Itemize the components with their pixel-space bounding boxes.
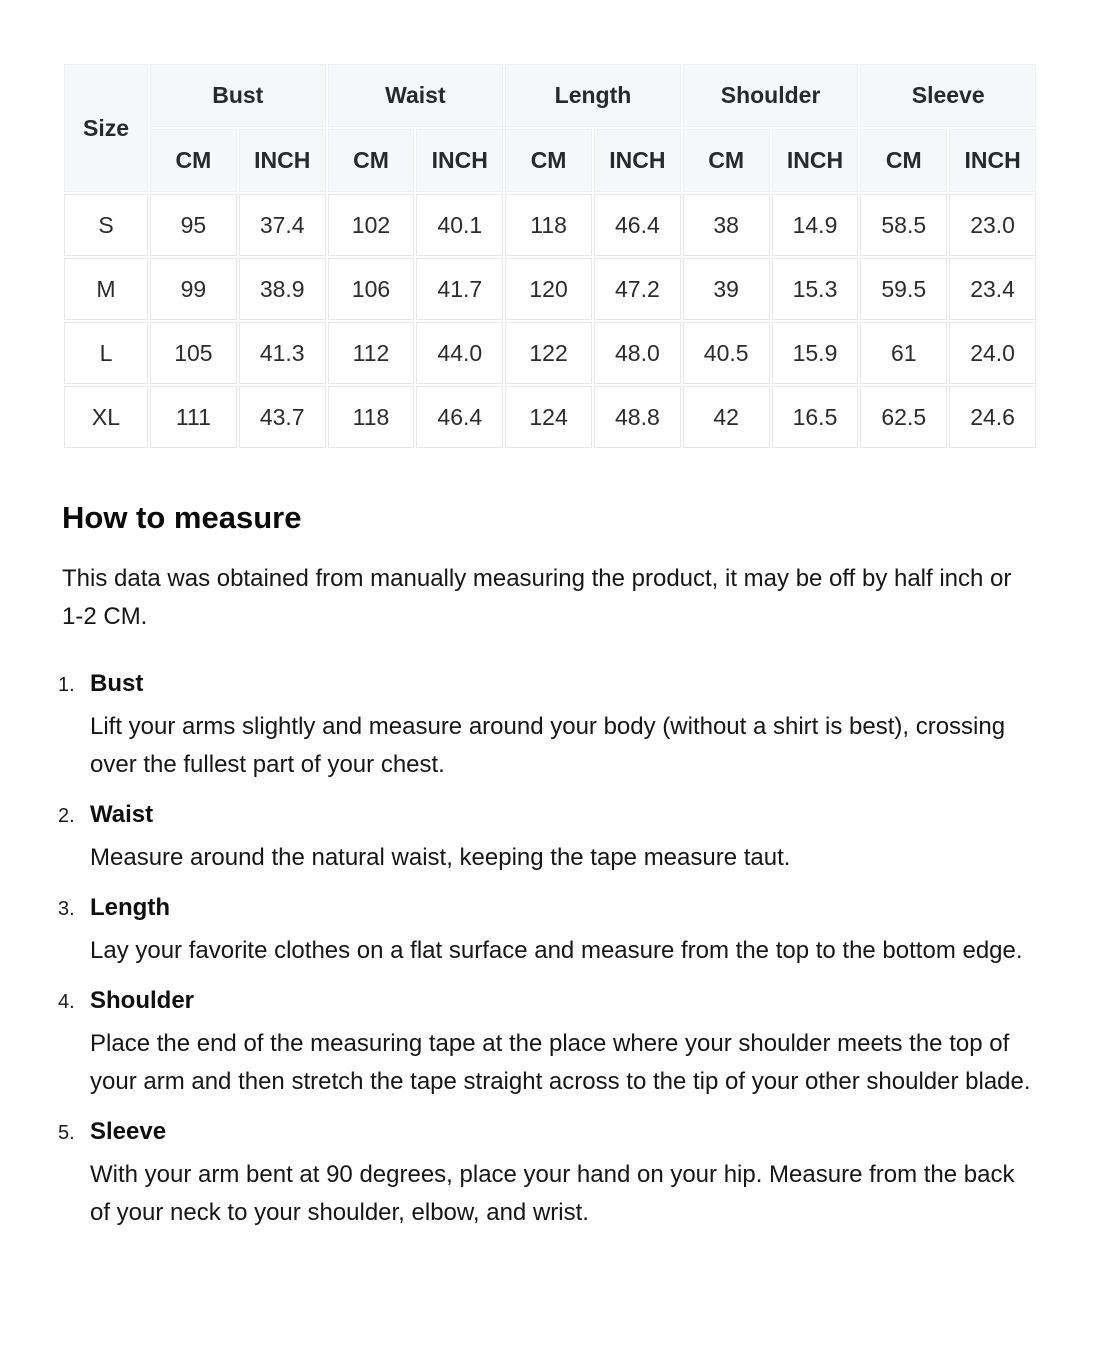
measure-cell: 39 bbox=[683, 258, 770, 320]
measure-cell: 124 bbox=[505, 386, 592, 448]
table-row-size-s bbox=[64, 194, 1036, 256]
unit-header-row bbox=[64, 129, 1036, 192]
column-group-header-row bbox=[64, 64, 1036, 127]
unit-header-inch: INCH bbox=[239, 129, 326, 192]
measure-cell: 59.5 bbox=[860, 258, 947, 320]
measure-cell: 99 bbox=[150, 258, 237, 320]
measure-cell: 120 bbox=[505, 258, 592, 320]
size-label: S bbox=[64, 194, 148, 256]
measure-cell: 105 bbox=[150, 322, 237, 384]
measure-cell: 106 bbox=[328, 258, 415, 320]
measure-steps-list bbox=[58, 670, 1038, 1232]
step-head bbox=[58, 1118, 1038, 1146]
step-number: 4. bbox=[58, 991, 75, 1013]
step-label: Length bbox=[90, 894, 170, 921]
unit-header-cm: CM bbox=[150, 129, 237, 192]
measure-cell: 118 bbox=[328, 386, 415, 448]
step-number: 2. bbox=[58, 805, 75, 827]
step-description: With your arm bent at 90 degrees, place your hand on your hip. Measure from the back of your neck to your shoulder, elbow, and wrist. bbox=[90, 1161, 1015, 1226]
size-label: M bbox=[64, 258, 148, 320]
measure-cell: 41.7 bbox=[416, 258, 503, 320]
step-number: 5. bbox=[58, 1122, 75, 1144]
measure-cell: 48.8 bbox=[594, 386, 681, 448]
step-description: Place the end of the measuring tape at the place where your shoulder meets the top of your arm and then stretch the tape straight across to the tip of your other shoulder blade. bbox=[90, 1030, 1031, 1095]
measure-cell: 38.9 bbox=[239, 258, 326, 320]
measure-cell: 37.4 bbox=[239, 194, 326, 256]
measure-cell: 41.3 bbox=[239, 322, 326, 384]
unit-header-inch: INCH bbox=[949, 129, 1036, 192]
measure-cell: 46.4 bbox=[594, 194, 681, 256]
table-row-size-xl bbox=[64, 386, 1036, 448]
step-number: 3. bbox=[58, 898, 75, 920]
step-label: Bust bbox=[90, 670, 144, 697]
measure-cell: 42 bbox=[683, 386, 770, 448]
measure-intro-text: This data was obtained from manually measuring the product, it may be off by half inch or 1-2 CM. bbox=[62, 565, 1012, 630]
step-head bbox=[58, 987, 1038, 1015]
how-to-measure-heading: How to measure bbox=[62, 500, 302, 535]
size-label: XL bbox=[64, 386, 148, 448]
measure-cell: 14.9 bbox=[772, 194, 859, 256]
table-row-size-m bbox=[64, 258, 1036, 320]
measure-cell: 40.5 bbox=[683, 322, 770, 384]
step-head bbox=[58, 670, 1038, 698]
unit-header-cm: CM bbox=[505, 129, 592, 192]
step-label: Shoulder bbox=[90, 987, 195, 1014]
measure-cell: 24.0 bbox=[949, 322, 1036, 384]
measure-cell: 46.4 bbox=[416, 386, 503, 448]
measure-cell: 24.6 bbox=[949, 386, 1036, 448]
measure-cell: 95 bbox=[150, 194, 237, 256]
unit-header-cm: CM bbox=[328, 129, 415, 192]
unit-header-cm: CM bbox=[860, 129, 947, 192]
step-label: Waist bbox=[90, 801, 154, 828]
measure-cell: 48.0 bbox=[594, 322, 681, 384]
measure-step-length bbox=[58, 894, 1038, 970]
measure-step-sleeve bbox=[58, 1118, 1038, 1232]
size-label: L bbox=[64, 322, 148, 384]
measure-cell: 40.1 bbox=[416, 194, 503, 256]
measure-cell: 16.5 bbox=[772, 386, 859, 448]
column-group-bust: Bust bbox=[150, 64, 326, 127]
column-group-sleeve: Sleeve bbox=[860, 64, 1036, 127]
column-group-waist: Waist bbox=[328, 64, 504, 127]
unit-header-inch: INCH bbox=[416, 129, 503, 192]
measure-cell: 23.4 bbox=[949, 258, 1036, 320]
step-description: Lay your favorite clothes on a flat surface and measure from the top to the bottom edge. bbox=[90, 937, 1023, 964]
table-row-size-l bbox=[64, 322, 1036, 384]
measure-cell: 102 bbox=[328, 194, 415, 256]
measure-cell: 62.5 bbox=[860, 386, 947, 448]
measure-cell: 58.5 bbox=[860, 194, 947, 256]
measure-step-bust bbox=[58, 670, 1038, 784]
step-number: 1. bbox=[58, 674, 75, 696]
step-description: Lift your arms slightly and measure around your body (without a shirt is best), crossing over the fullest part of your chest. bbox=[90, 713, 1006, 778]
column-group-shoulder: Shoulder bbox=[683, 64, 859, 127]
measure-cell: 15.3 bbox=[772, 258, 859, 320]
unit-header-inch: INCH bbox=[594, 129, 681, 192]
step-description: Measure around the natural waist, keeping the tape measure taut. bbox=[90, 844, 791, 871]
measure-cell: 61 bbox=[860, 322, 947, 384]
measure-step-waist bbox=[58, 801, 1038, 877]
step-head bbox=[58, 801, 1038, 829]
step-head bbox=[58, 894, 1038, 922]
measure-cell: 44.0 bbox=[416, 322, 503, 384]
measure-cell: 112 bbox=[328, 322, 415, 384]
measure-cell: 122 bbox=[505, 322, 592, 384]
measure-cell: 15.9 bbox=[772, 322, 859, 384]
measure-cell: 111 bbox=[150, 386, 237, 448]
measure-cell: 118 bbox=[505, 194, 592, 256]
measure-cell: 23.0 bbox=[949, 194, 1036, 256]
measure-cell: 38 bbox=[683, 194, 770, 256]
measure-step-shoulder bbox=[58, 987, 1038, 1101]
unit-header-cm: CM bbox=[683, 129, 770, 192]
size-column-header: Size bbox=[64, 64, 148, 192]
unit-header-inch: INCH bbox=[772, 129, 859, 192]
step-label: Sleeve bbox=[90, 1118, 167, 1145]
measure-cell: 43.7 bbox=[239, 386, 326, 448]
size-chart-table bbox=[62, 62, 1038, 450]
column-group-length: Length bbox=[505, 64, 681, 127]
measure-cell: 47.2 bbox=[594, 258, 681, 320]
